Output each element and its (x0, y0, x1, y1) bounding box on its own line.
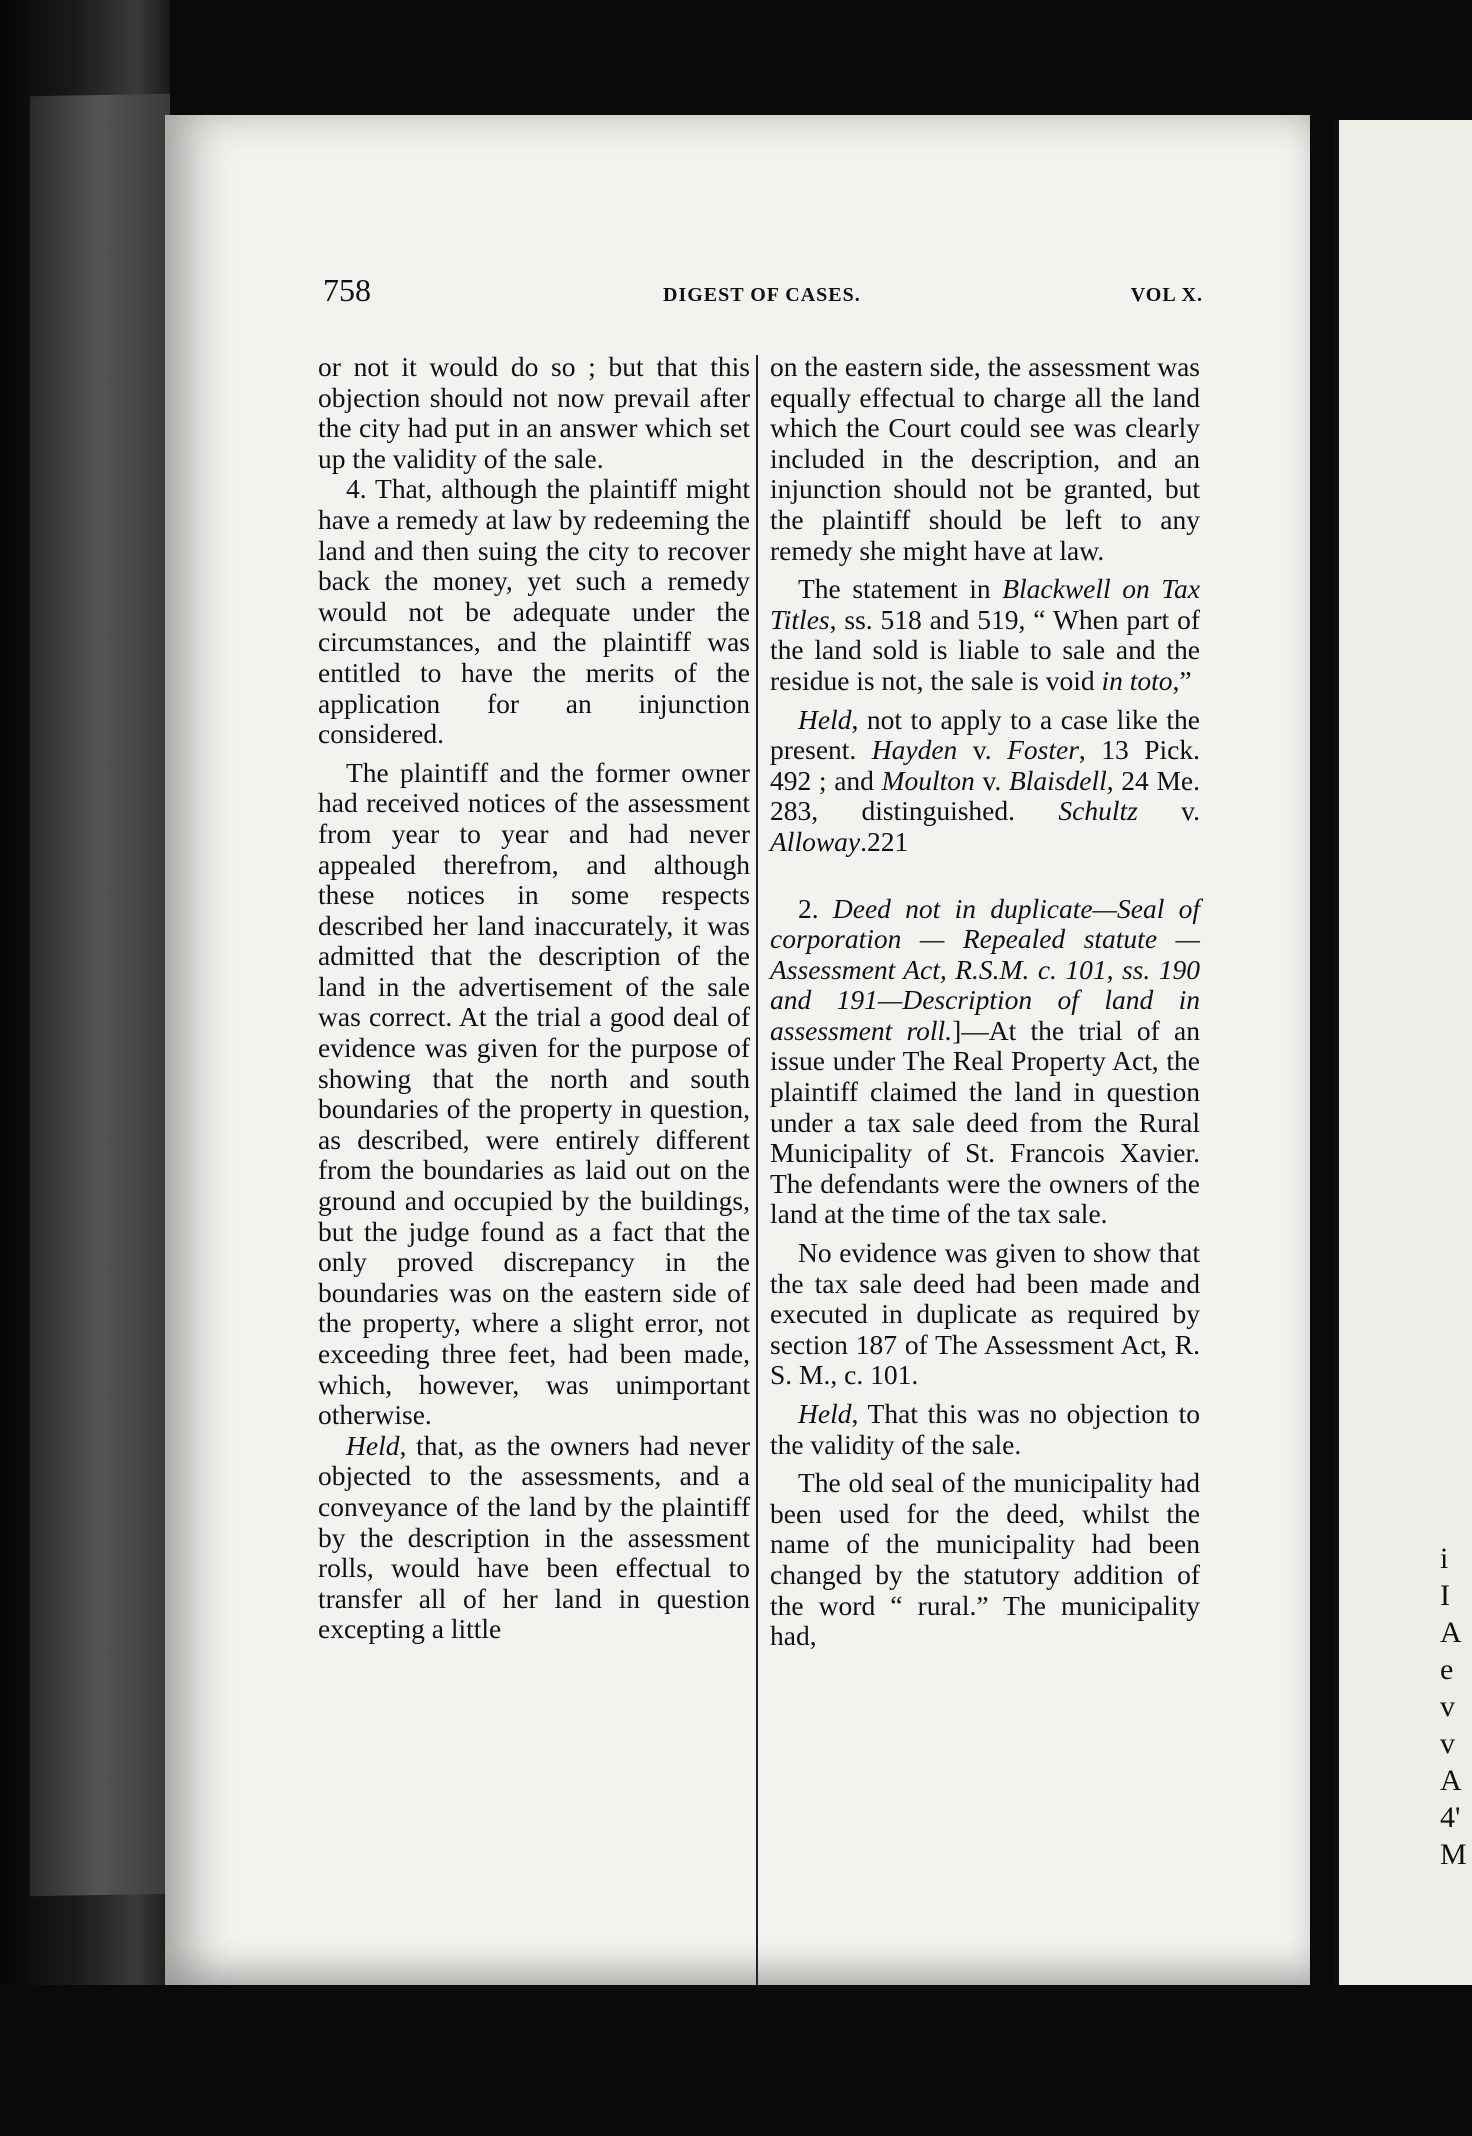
latin-phrase: in toto (1101, 664, 1173, 696)
text: , 13 Pick. 492 ; and (770, 734, 1200, 796)
page-edge (30, 94, 170, 1896)
section-heading: Deed not in duplicate—Seal of corporation — Repealed statute — Assessment Act, R.S.M. c. 101, ss. 190 and 191—Description of land in assessment roll. (770, 892, 1201, 1046)
paragraph: 4. That, although the plaintiff might have a remedy at law by redeeming the land and then suing the city to recover back the money, yet such a remedy would not be adequate under the circumstances, and the plaintiff was entitled to have the merits of the application for an injunction considered. (318, 473, 750, 750)
paragraph: The old seal of the municipality had been used for the deed, whilst the name of the municipality had been changed by the statutory addition of the word “ rural.” The municipality had, (770, 1467, 1200, 1652)
case-name: Alloway (770, 825, 861, 857)
text: The statement in (798, 573, 1003, 605)
text: v. (974, 764, 1009, 796)
facing-page-fragments (1440, 1540, 1472, 1873)
volume-label: VOL X. (1130, 284, 1203, 306)
case-name: Moulton (881, 764, 975, 796)
paragraph-text: , That this was no objection to the validity of the sale. (770, 1398, 1200, 1460)
fragment: e (1440, 1653, 1454, 1686)
paragraph: on the eastern side, the assessment was equally effectual to charge all the land which the Court could see was clearly included in the description, and an injunction should not be granted, but the plaintiff should be left to any remedy she might have at law. (770, 351, 1200, 566)
fragment: A (1440, 1616, 1462, 1649)
text: v. (1137, 795, 1200, 827)
paragraph-text: ]—At the trial of an issue under The Real Property Act, the plaintiff claimed the land in question under a tax sale deed from the Rural Municipality of St. Francois Xavier. The defendants were the owners of the land at the time of the tax sale. (770, 1014, 1201, 1230)
left-column (318, 352, 750, 1645)
text: , not to apply to a case like the present. (770, 703, 1200, 766)
paragraph (770, 705, 1200, 858)
fragment: i (1440, 1542, 1449, 1575)
citation: Blackwell on Tax Titles (770, 573, 1200, 635)
case-name: Blaisdell (1008, 764, 1107, 796)
paragraph-text: , that, as the owners had never objected to the assessments, and a conveyance of the land by the plaintiff by the description in the assessment rolls, would have been effectual to transfer all of her land in question excepting a little (318, 1429, 750, 1645)
paragraph (318, 1431, 750, 1645)
paragraph: or not it would do so ; but that this objection should not now prevail after the city had put in an answer which set up the validity of the sale. (318, 351, 750, 474)
text: , ss. 518 and 519, “ When part of the land sold is liable to sale and the residue is not, the sale is void (770, 603, 1200, 696)
fragment: v (1440, 1727, 1455, 1760)
page-header (323, 272, 1203, 312)
paragraph: The plaintiff and the former owner had received notices of the assessment from year to year and had never appealed therefrom, and although these notices in some respects described her land inaccurately, it was admitted that the description of the land in the advertisement of the sale was correct. At the trial a good deal of evidence was given for the purpose of showing that the north and south boundaries of the property in question, as described, were entirely different from the boundaries as laid out on the ground and occupied by the buildings, but the judge found as a fact that the only proved discrepancy in the boundaries was on the eastern side of the property, where a slight error, not exceeding three feet, had been made, which, however, was unimportant otherwise. (318, 756, 750, 1431)
case-name: Schultz (1058, 795, 1138, 827)
paragraph (770, 894, 1200, 1231)
page-number: 758 (323, 272, 371, 308)
paragraph (770, 574, 1200, 696)
paragraph: No evidence was given to show that the tax sale deed had been made and executed in duplicate as required by section 187 of The Assessment Act, R. S. M., c. 101. (770, 1237, 1200, 1391)
fragment: I (1440, 1579, 1450, 1612)
paragraph (770, 1399, 1200, 1460)
fragment: A (1440, 1764, 1462, 1797)
text: , 24 Me. 283, distinguished. (770, 764, 1200, 827)
section-number: 2. (798, 892, 833, 924)
bottom-background (0, 1985, 1472, 2136)
case-name: Foster (1007, 734, 1079, 766)
held-label: Held (798, 1398, 852, 1429)
held-label: Held (798, 703, 852, 735)
column-rule (756, 355, 758, 2095)
text: .221 (860, 825, 909, 857)
case-name: Hayden (871, 734, 958, 766)
text: v. (957, 734, 1008, 766)
held-label: Held (346, 1429, 400, 1461)
text: ,” (1172, 664, 1192, 696)
fragment: v (1440, 1690, 1455, 1723)
right-column (770, 352, 1200, 1652)
running-title: DIGEST OF CASES. (663, 284, 861, 306)
fragment: 4' (1440, 1801, 1461, 1834)
fragment: M (1440, 1838, 1467, 1871)
